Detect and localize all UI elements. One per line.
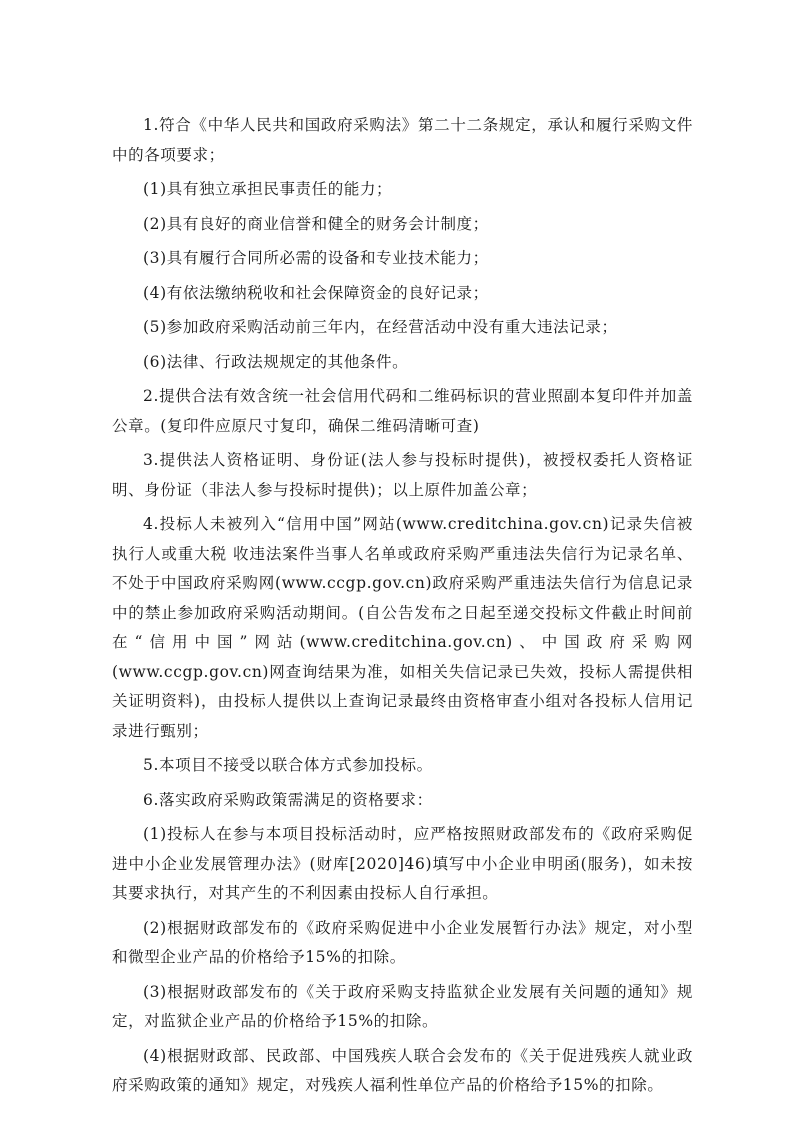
paragraph-item-1-3: (3)具有履行合同所必需的设备和专业技术能力； xyxy=(143,249,489,267)
paragraph-item-6-3: (3)根据财政部发布的《关于政府采购支持监狱企业发展有关问题的通知》规定，对监狱企业产品的价格给予15%的扣除。 xyxy=(112,982,693,1030)
paragraph-qualification-4: 4.投标人未被列入“信用中国”网站(www.creditchina.gov.cn)记录失信被执行人或重大税 收违法案件当事人名单或政府采购严重违法失信行为记录名单、不处于中国政府采购网(www.ccgp.gov.cn)政府采购严重违法失信行为信息记录中的禁止参加政府采购活动期间。(自公告发布之日起至递交投标文件截止时间前在“信用中国”网站(www.creditchina.gov.cn)、中国政府采购网 (www.ccgp.gov.cn)网查询结果为准，如相关失信记录已失效，投标人需提供相关证明资料)，由投标人提供以上查询记录最终由资格审查小组对各投标人信用记录进行甄别； xyxy=(112,515,693,740)
paragraph-item-6-1: (1)投标人在参与本项目投标活动时，应严格按照财政部发布的《政府采购促进中小企业发展管理办法》(财库[2020]46)填写中小企业申明函(服务)，如未按其要求执行，对其产生的不利因素由投标人自行承担。 xyxy=(112,825,693,902)
paragraph-qualification-5: 5.本项目不接受以联合体方式参加投标。 xyxy=(143,756,433,774)
paragraph-qualification-1: 1.符合《中华人民共和国政府采购法》第二十二条规定，承认和履行采购文件中的各项要求； xyxy=(112,116,693,164)
paragraph-item-1-1: (1)具有独立承担民事责任的能力； xyxy=(143,180,393,198)
paragraph-qualification-3: 3.提供法人资格证明、身份证(法人参与投标时提供)，被授权委托人资格证明、身份证（非法人参与投标时提供)；以上原件加盖公章； xyxy=(112,451,693,499)
paragraph-item-1-5: (5)参加政府采购活动前三年内，在经营活动中没有重大违法记录； xyxy=(143,318,618,336)
paragraph-qualification-2: 2.提供合法有效含统一社会信用代码和二维码标识的营业照副本复印件并加盖公章。(复印件应原尺寸复印，确保二维码清晰可查) xyxy=(112,387,693,435)
paragraph-item-6-4: (4)根据财政部、民政部、中国残疾人联合会发布的《关于促进残疾人就业政府采购政策的通知》规定，对残疾人福利性单位产品的价格给予15%的扣除。 xyxy=(112,1046,693,1094)
paragraph-item-6-2: (2)根据财政部发布的《政府采购促进中小企业发展暂行办法》规定，对小型和微型企业产品的价格给予15%的扣除。 xyxy=(112,918,693,966)
paragraph-item-1-2: (2)具有良好的商业信誉和健全的财务会计制度； xyxy=(143,214,489,233)
paragraph-qualification-6: 6.落实政府采购政策需满足的资格要求： xyxy=(143,790,433,809)
paragraph-item-1-4: (4)有依法缴纳税收和社会保障资金的良好记录； xyxy=(143,283,489,302)
paragraph-item-1-6: (6)法律、行政法规规定的其他条件。 xyxy=(143,352,409,371)
